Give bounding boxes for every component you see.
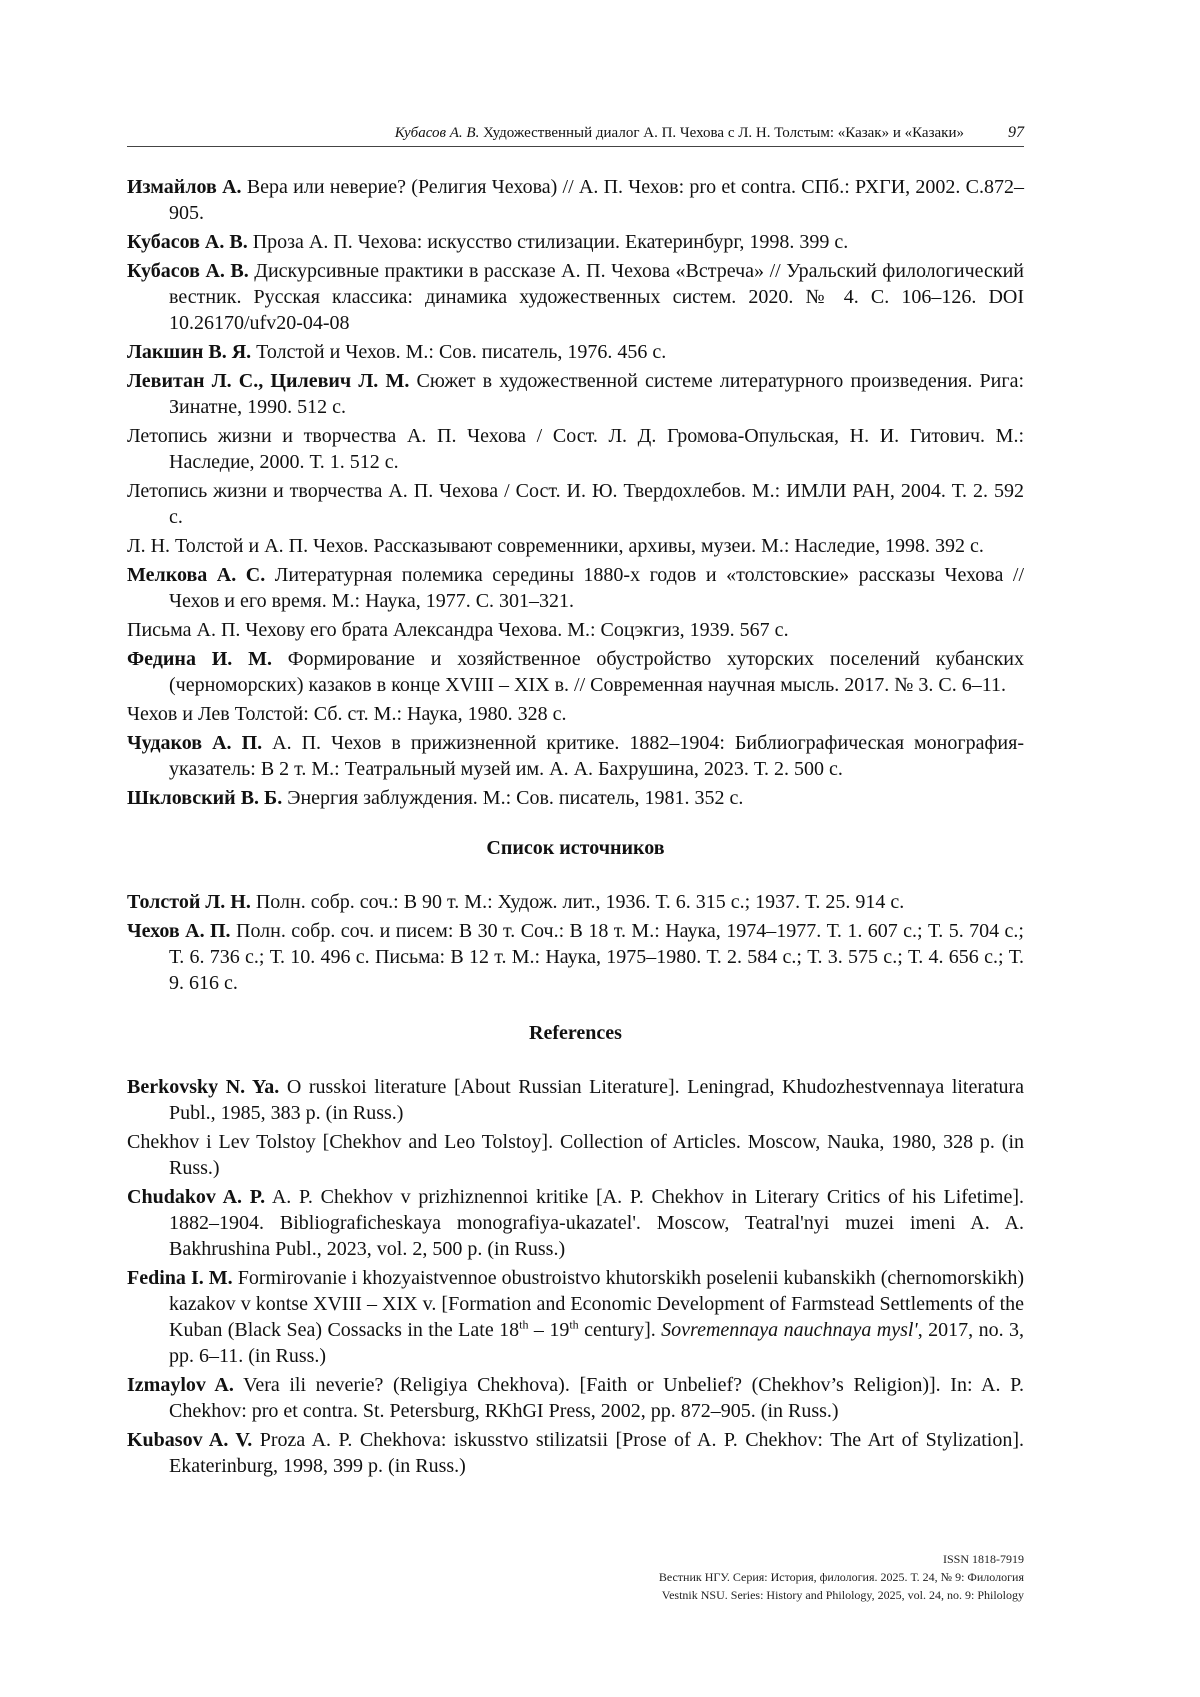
lit-text: Чехов и Лев Толстой: Сб. ст. М.: Наука, 1980. 328 с. xyxy=(127,703,567,725)
lit-text: А. П. Чехов в прижизненной критике. 1882–1904: Библиографическая монография-указатель: В 2 т. М.: Театральный музей им. А. А. Бахрушина, 2023. Т. 2. 500 с. xyxy=(169,732,1024,780)
lit-entry xyxy=(127,423,1024,475)
lit-entry xyxy=(127,562,1024,614)
lit-text: Летопись жизни и творчества А. П. Чехова / Сост. И. Ю. Твердохлебов. М.: ИМЛИ РАН, 2004. Т. 2. 592 с. xyxy=(127,480,1024,528)
lit-text: Вера или неверие? (Религия Чехова) // А. П. Чехов: pro et contra. СПб.: РХГИ, 2002. С.872–905. xyxy=(169,176,1025,224)
source-entry xyxy=(127,889,1024,915)
lit-text: Л. Н. Толстой и А. П. Чехов. Рассказывают современники, архивы, музеи. М.: Наследие, 1998. 392 с. xyxy=(127,535,984,557)
lit-entry xyxy=(127,533,1024,559)
lit-entry xyxy=(127,174,1024,226)
ref-text: Chekhov i Lev Tolstoy [Chekhov and Leo Tolstoy]. Collection of Articles. Moscow, Nauka, 1980, 328 p. (in Russ.) xyxy=(127,1131,1024,1179)
source-text: Полн. собр. соч. и писем: В 30 т. Соч.: В 18 т. М.: Наука, 1974–1977. Т. 1. 607 с.; Т. 5. 704 с.; Т. 6. 736 с.; Т. 10. 496 с. Письма: В 12 т. М.: Наука, 1975–1980. Т. 2. 584 с.; Т. 3. 575 с.; Т. 4. 656 с.; Т. 9. 616 с. xyxy=(169,920,1024,994)
source-entry xyxy=(127,918,1024,996)
journal-footer xyxy=(659,1550,1024,1604)
lit-text: Дискурсивные практики в рассказе А. П. Чехова «Встреча» // Уральский филологический вестник. Русская классика: динамика художественных систем. 2020. № 4. С. 106–126. DOI 10.26170/ufv20-04-08 xyxy=(169,260,1024,334)
ref-text: Formirovanie i khozyaistvennoe obustroistvo khutorskikh poselenii kubanskikh (chernomorskikh) kazakov v kontse XVIII – XIX v. [Formation and Economic Development of Farmstead Settlements of the Kuban (Black Sea) Cossacks in the Late 18 xyxy=(169,1267,1025,1341)
lit-entry xyxy=(127,229,1024,255)
reference-entry xyxy=(127,1129,1024,1181)
page-content xyxy=(127,174,1024,1482)
lit-author: Измайлов А. xyxy=(127,176,242,198)
sources-list xyxy=(127,889,1024,996)
literature-list xyxy=(127,174,1024,811)
ref-text: O russkoi literature [About Russian Literature]. Leningrad, Khudozhestvennaya literatura Publ., 1985, 383 p. (in Russ.) xyxy=(169,1076,1024,1124)
lit-text: Литературная полемика середины 1880-х годов и «толстовские» рассказы Чехова // Чехов и его время. М.: Наука, 1977. С. 301–321. xyxy=(169,564,1024,612)
sources-heading: Список источников xyxy=(486,837,665,859)
running-article-title: Художественный диалог А. П. Чехова с Л. Н. Толстым: «Казак» и «Казаки» xyxy=(483,125,964,141)
footer-issn: ISSN 1818-7919 xyxy=(942,1552,1024,1566)
lit-author: Лакшин В. Я. xyxy=(127,341,252,363)
running-header xyxy=(127,122,1024,147)
reference-entry xyxy=(127,1372,1024,1424)
lit-entry xyxy=(127,730,1024,782)
ref-text: A. P. Chekhov v prizhiznennoi kritike [A. P. Chekhov in Literary Critics of his Lifetime]. 1882–1904. Bibliograficheskaya monografiya-ukazatel'. Moscow, Teatral'nyi muzei imeni A. A. Bakhrushina Publ., 2023, vol. 2, 500 p. (in Russ.) xyxy=(169,1186,1025,1260)
lit-entry xyxy=(127,258,1024,336)
lit-text: Формирование и хозяйственное обустройство хуторских поселений кубанских (черноморских) казаков в конце XVIII – XIX в. // Современная научная мысль. 2017. № 3. С. 6–11. xyxy=(169,648,1025,696)
ref-superscript: th xyxy=(569,1317,579,1332)
lit-entry xyxy=(127,617,1024,643)
lit-text: Письма А. П. Чехову его брата Александра Чехова. М.: Соцэкгиз, 1939. 567 с. xyxy=(127,619,789,641)
ref-author: Fedina I. M. xyxy=(127,1267,233,1289)
ref-journal: Sovremennaya nauchnaya mysl' xyxy=(661,1319,918,1341)
references-heading: References xyxy=(529,1022,622,1044)
lit-text: Летопись жизни и творчества А. П. Чехова / Сост. Л. Д. Громова-Опульская, Н. И. Гитович. М.: Наследие, 2000. Т. 1. 512 с. xyxy=(127,425,1024,473)
lit-author: Кубасов А. В. xyxy=(127,260,249,282)
running-authors: Кубасов А. В. xyxy=(394,125,480,141)
footer-journal-en: Vestnik NSU. Series: History and Philology, 2025, vol. 24, no. 9: Philology xyxy=(661,1588,1024,1602)
lit-author: Кубасов А. В. xyxy=(127,231,248,253)
ref-text: , 2017, no. 3, pp. 6–11. (in Russ.) xyxy=(169,1319,1025,1367)
source-text: Полн. собр. соч.: В 90 т. М.: Худож. лит., 1936. Т. 6. 315 с.; 1937. Т. 25. 914 с. xyxy=(255,891,905,913)
reference-entry xyxy=(127,1074,1024,1126)
lit-author: Мелкова А. С. xyxy=(127,564,266,586)
reference-entry xyxy=(127,1427,1024,1479)
references-list xyxy=(127,1074,1024,1479)
lit-text: Сюжет в художественной системе литературного произведения. Рига: Зинатне, 1990. 512 с. xyxy=(169,370,1025,418)
ref-author: Chudakov A. P. xyxy=(127,1186,266,1208)
lit-author: Федина И. М. xyxy=(127,648,272,670)
lit-entry xyxy=(127,368,1024,420)
ref-text: – 19 xyxy=(528,1319,570,1341)
ref-author: Izmaylov A. xyxy=(127,1374,234,1396)
source-author: Толстой Л. Н. xyxy=(127,891,251,913)
lit-author: Левитан Л. С., Цилевич Л. М. xyxy=(127,370,410,392)
lit-text: Энергия заблуждения. М.: Сов. писатель, 1981. 352 с. xyxy=(287,787,744,809)
lit-entry xyxy=(127,785,1024,811)
ref-text: Proza A. P. Chekhova: iskusstvo stilizatsii [Prose of A. P. Chekhov: The Art of Stylization]. Ekaterinburg, 1998, 399 p. (in Russ.) xyxy=(169,1429,1025,1477)
lit-author: Чудаков А. П. xyxy=(127,732,263,754)
ref-author: Berkovsky N. Ya. xyxy=(127,1076,280,1098)
ref-superscript: th xyxy=(519,1317,529,1332)
running-title xyxy=(395,125,964,142)
footer-journal-ru: Вестник НГУ. Серия: История, филология. 2025. Т. 24, № 9: Филология xyxy=(658,1570,1024,1584)
lit-entry xyxy=(127,339,1024,365)
lit-entry xyxy=(127,646,1024,698)
ref-text: Vera ili neverie? (Religiya Chekhova). [Faith or Unbelief? (Chekhov’s Religion)]. In: A. P. Chekhov: pro et contra. St. Petersburg, RKhGI Press, 2002, pp. 872–905. (in Russ.) xyxy=(169,1374,1024,1422)
reference-entry xyxy=(127,1265,1024,1369)
source-author: Чехов А. П. xyxy=(127,920,231,942)
reference-entry xyxy=(127,1184,1024,1262)
page-number: 97 xyxy=(1008,124,1024,141)
ref-text: century]. xyxy=(578,1319,662,1341)
ref-author: Kubasov A. V. xyxy=(127,1429,253,1451)
lit-text: Толстой и Чехов. М.: Сов. писатель, 1976. 456 с. xyxy=(256,341,667,363)
lit-entry xyxy=(127,478,1024,530)
lit-author: Шкловский В. Б. xyxy=(127,787,283,809)
lit-entry xyxy=(127,701,1024,727)
lit-text: Проза А. П. Чехова: искусство стилизации. Екатеринбург, 1998. 399 с. xyxy=(252,231,849,253)
